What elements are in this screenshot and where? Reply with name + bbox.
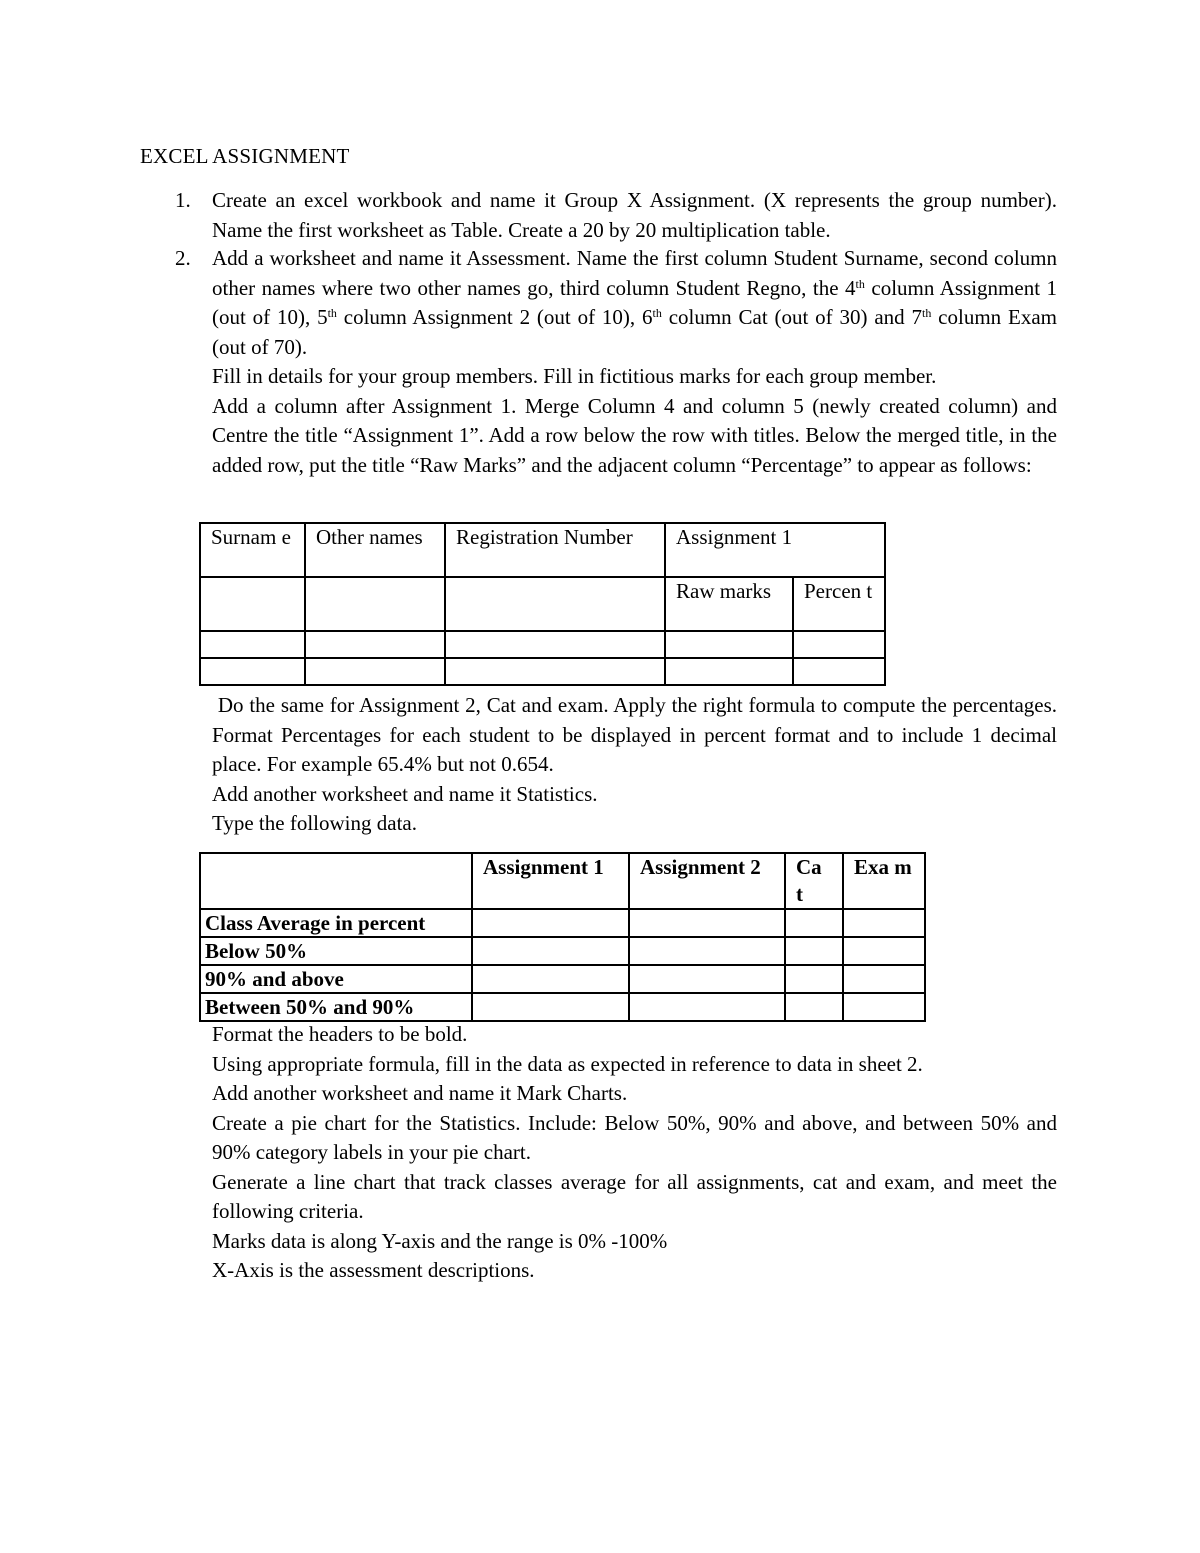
table-cell: [785, 909, 843, 937]
table-cell: [200, 658, 305, 685]
paragraph: Using appropriate formula, fill in the data as expected in reference to data in sheet 2.: [212, 1051, 923, 1076]
ordinal-number: 6: [642, 305, 653, 329]
list-number: 2.: [175, 246, 191, 270]
table-cell: [445, 577, 665, 631]
table-cell: [305, 658, 445, 685]
row-label: Below 50%: [200, 937, 472, 965]
table-cell: [843, 937, 925, 965]
text-segment: column Cat (out of 30) and: [661, 305, 912, 329]
table-cell: [200, 631, 305, 658]
table-cell: [305, 631, 445, 658]
ordinal-suffix: th: [855, 276, 865, 291]
ordinal-suffix: th: [327, 306, 337, 320]
table-row: [200, 965, 925, 993]
table-cell: [200, 577, 305, 631]
list-number: 1.: [175, 188, 191, 212]
list-item-text: Create an excel workbook and name it Group X Assignment. (X represents the group number). Name the first worksheet as Table. Create a 20 by 20 multiplication table.: [212, 188, 1057, 242]
table-cell: [843, 993, 925, 1021]
table-cell: [472, 909, 629, 937]
paragraph: Fill in details for your group members. Fill in fictitious marks for each group member.: [212, 364, 937, 388]
paragraph: Create a pie chart for the Statistics. Include: Below 50%, 90% and above, and between 50% and 90% category labels in your pie chart.: [212, 1110, 1057, 1164]
ordinal-number: 4: [845, 275, 856, 300]
table-cell: [665, 631, 793, 658]
instructions-block-a: [212, 362, 1057, 480]
paragraph: Format the headers to be bold.: [212, 1022, 468, 1046]
instructions-block-b: [212, 691, 1063, 839]
table-row: [200, 993, 925, 1021]
paragraph: Do the same for Assignment 2, Cat and exam. Apply the right formula to compute the percentages. Format Percentages for each student to be displayed in percent format and to include 1 decimal place. For example 65.4% but not 0.654.: [212, 693, 1063, 776]
ordinal-suffix: th: [652, 306, 662, 320]
table-subheader-cell: Percen t: [793, 577, 885, 631]
assessment-table: [199, 522, 886, 686]
row-label: 90% and above: [200, 965, 472, 993]
table-cell: [785, 965, 843, 993]
row-label: Class Average in percent: [200, 909, 472, 937]
paragraph: Add a column after Assignment 1. Merge Column 4 and column 5 (newly created column) and Centre the title “Assignment 1”. Add a row below the row with titles. Below the merged title, in the added row, put the title “Raw Marks” and the adjacent column “Percentage” to appear as follows:: [212, 393, 1057, 477]
table-header-cell: Assignment 1: [472, 853, 629, 909]
table-header-cell: Assignment 1: [665, 523, 885, 577]
table-cell: [793, 658, 885, 685]
table-header-cell: Other names: [305, 523, 445, 577]
table-cell: [665, 658, 793, 685]
table-row: [200, 909, 925, 937]
paragraph: X-Axis is the assessment descriptions.: [212, 1258, 535, 1282]
statistics-table: [199, 852, 926, 1022]
row-label: Between 50% and 90%: [200, 993, 472, 1021]
table-header-cell: Registration Number: [445, 523, 665, 577]
paragraph: Marks data is along Y-axis and the range is 0% -100%: [212, 1228, 668, 1253]
table-cell: [445, 658, 665, 685]
table-cell: [785, 993, 843, 1021]
text-segment: column Exam (out of 70).: [212, 305, 1057, 359]
table-row: [200, 658, 885, 685]
table-cell: [472, 965, 629, 993]
table-header-cell: Surnam e: [200, 523, 305, 577]
table-subheader-row: [200, 577, 885, 631]
text-segment: Add a worksheet and name it Assessment. Name the first column Student Surname, second column other names where two other names go, third column Student Regno, the: [212, 246, 1057, 300]
table-cell: [445, 631, 665, 658]
table-cell: [843, 909, 925, 937]
page-title: EXCEL ASSIGNMENT: [140, 144, 350, 168]
table-cell: [305, 577, 445, 631]
instructions-block-c: [212, 1020, 1057, 1286]
table-header-cell: [200, 853, 472, 909]
table-header-cell: Assignment 2: [629, 853, 785, 909]
list-item-text: [212, 244, 1057, 362]
table-header-cell: Ca t: [785, 853, 843, 909]
table-row: [200, 937, 925, 965]
table-cell: [629, 965, 785, 993]
table-cell: [785, 937, 843, 965]
ordinal-number: 7: [911, 305, 922, 329]
table-cell: [843, 965, 925, 993]
table-cell: [793, 631, 885, 658]
table-cell: [629, 937, 785, 965]
table-cell: [629, 909, 785, 937]
paragraph: Generate a line chart that track classes average for all assignments, cat and exam, and meet the following criteria.: [212, 1169, 1057, 1223]
table-cell: [472, 937, 629, 965]
text-segment: column Assignment 2 (out of 10),: [336, 305, 643, 329]
table-header-row: [200, 523, 885, 577]
table-cell: [472, 993, 629, 1021]
table-row: [200, 631, 885, 658]
paragraph: Type the following data.: [212, 811, 417, 835]
table-header-cell: Exa m: [843, 853, 925, 909]
table-subheader-cell: Raw marks: [665, 577, 793, 631]
paragraph: Add another worksheet and name it Mark Charts.: [212, 1081, 628, 1105]
ordinal-number: 5: [317, 305, 328, 329]
text-segment: column Assignment 1 (out of 10),: [212, 275, 1058, 329]
ordinal-suffix: th: [922, 306, 932, 320]
table-header-row: [200, 853, 925, 909]
table-cell: [629, 993, 785, 1021]
paragraph: Add another worksheet and name it Statistics.: [212, 781, 598, 806]
